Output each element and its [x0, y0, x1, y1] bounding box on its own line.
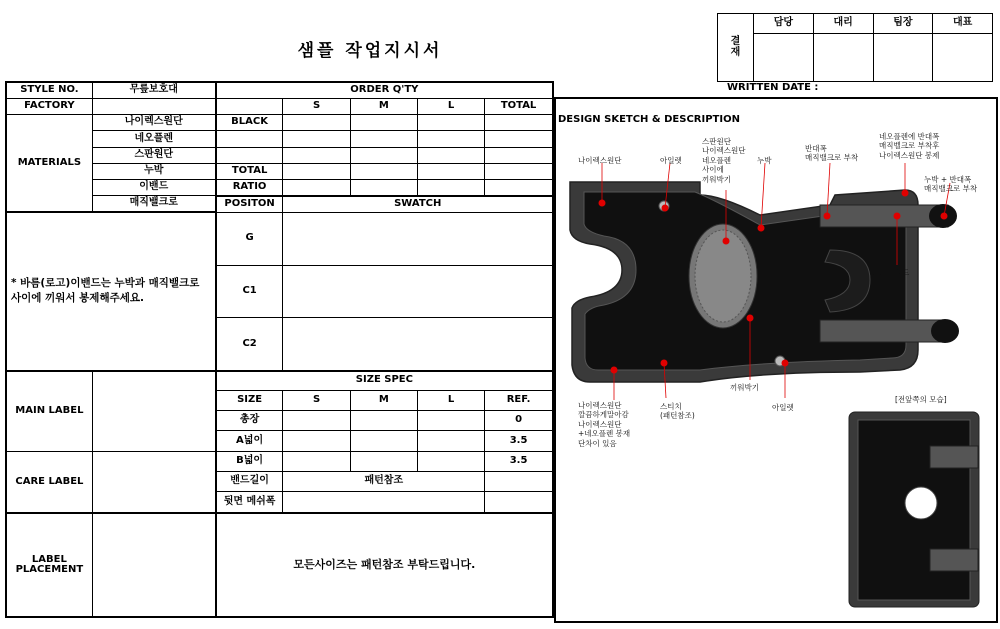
strap-bottom [820, 320, 948, 342]
spec-row-name: A넓이 [216, 431, 283, 451]
spec-row-name: 뒷면 메쉬폭 [216, 492, 283, 513]
swatch-position: G [216, 212, 283, 265]
annotation: 스판원단 나이렉스원단 네오플렌 사이에 끼워박기 [702, 137, 746, 184]
annotation: [전앞쪽의 모습] [895, 395, 947, 404]
approval-col-3: 팀장 [873, 14, 933, 34]
annotation: 아일렛 [660, 156, 682, 165]
annotation: 누박 + 반대폭 매직밸크로 부착 [924, 175, 978, 194]
spec-row-name: 총장 [216, 410, 283, 430]
approval-side-label: 결 재 [718, 14, 754, 82]
swatch-position: C1 [216, 265, 283, 318]
material-item: 네오플렌 [92, 131, 215, 147]
annotation: 네오플렌에 반대폭 매직벨크로 부착후 나이렉스원단 봉제 [879, 132, 940, 160]
annotation: 누박 [757, 156, 772, 165]
size-spec-col: L [417, 390, 484, 410]
label-placement-label: LABEL PLACEMENT [6, 513, 92, 617]
size-l: L [417, 98, 484, 114]
spec-row-name: 밴드길이 [216, 471, 283, 491]
size-spec-col: SIZE [216, 390, 283, 410]
strap-bottom-end [931, 319, 959, 343]
page-title: 샘플 작업지시서 [297, 41, 443, 61]
size-spec-col: M [350, 390, 417, 410]
size-spec-header: SIZE SPEC [216, 371, 553, 390]
swatch-position: C2 [216, 318, 283, 371]
size-m: M [350, 98, 417, 114]
size-spec-col: REF. [485, 390, 553, 410]
material-item: 이밴드 [92, 180, 215, 196]
approval-col-2: 대리 [813, 14, 873, 34]
order-row-label: TOTAL [216, 163, 283, 179]
position-label: POSITON [216, 196, 283, 212]
annotation: 아일렛 [772, 403, 794, 412]
annotation: 로고이밴드 [873, 268, 910, 277]
annotation: 나이렉스원단 [578, 156, 622, 165]
size-footer-note: 모든사이즈는 패턴참조 부탁드립니다. [216, 513, 553, 617]
material-item: 매직밸크로 [92, 196, 215, 212]
materials-label: MATERIALS [6, 115, 92, 213]
approval-col-1: 담당 [754, 14, 814, 34]
back-view-opening [905, 487, 937, 519]
size-spec-col: S [283, 390, 350, 410]
care-label-label: CARE LABEL [6, 451, 92, 513]
main-label-label: MAIN LABEL [6, 371, 92, 451]
factory-label: FACTORY [6, 98, 92, 114]
annotation: 나이렉스원단 깔끔하게말아감 나이렉스원단 +네오플렌 봉재 단차이 있음 [578, 401, 631, 448]
spec-row-ref: 3.5 [485, 431, 553, 451]
swatch-label: SWATCH [283, 196, 553, 212]
spec-row-name: B넓이 [216, 451, 283, 471]
spec-row-ref: 3.5 [485, 451, 553, 471]
order-row-label: RATIO [216, 180, 283, 196]
sewing-note: * 바름(로고)이밴드는 누박과 매직밸크로 사이에 끼워서 봉제해주세요. [6, 212, 216, 371]
order-qty-header: ORDER Q'TY [216, 82, 553, 98]
size-s: S [283, 98, 350, 114]
order-row-label: BLACK [216, 115, 283, 131]
annotation: 끼워박기 [730, 383, 759, 392]
annotation: 반대폭 매직밸크로 부착 [805, 144, 859, 163]
approval-col-4: 대표 [933, 14, 993, 34]
material-item: 누박 [92, 163, 215, 179]
size-total: TOTAL [485, 98, 553, 114]
spec-row-merged: 패턴참조 [283, 471, 485, 491]
material-item: 나이렉스원단 [92, 115, 215, 131]
style-no-label: STYLE NO. [6, 82, 92, 98]
style-no-value: 무릎보호대 [92, 82, 215, 98]
design-title: DESIGN SKETCH & DESCRIPTION [558, 114, 740, 125]
written-date-label: WRITTEN DATE : [727, 82, 819, 93]
spec-row-ref: 0 [485, 410, 553, 430]
strap-top [820, 205, 948, 227]
annotation: 스티치 (패턴참조) [660, 402, 695, 421]
material-item: 스판원단 [92, 147, 215, 163]
